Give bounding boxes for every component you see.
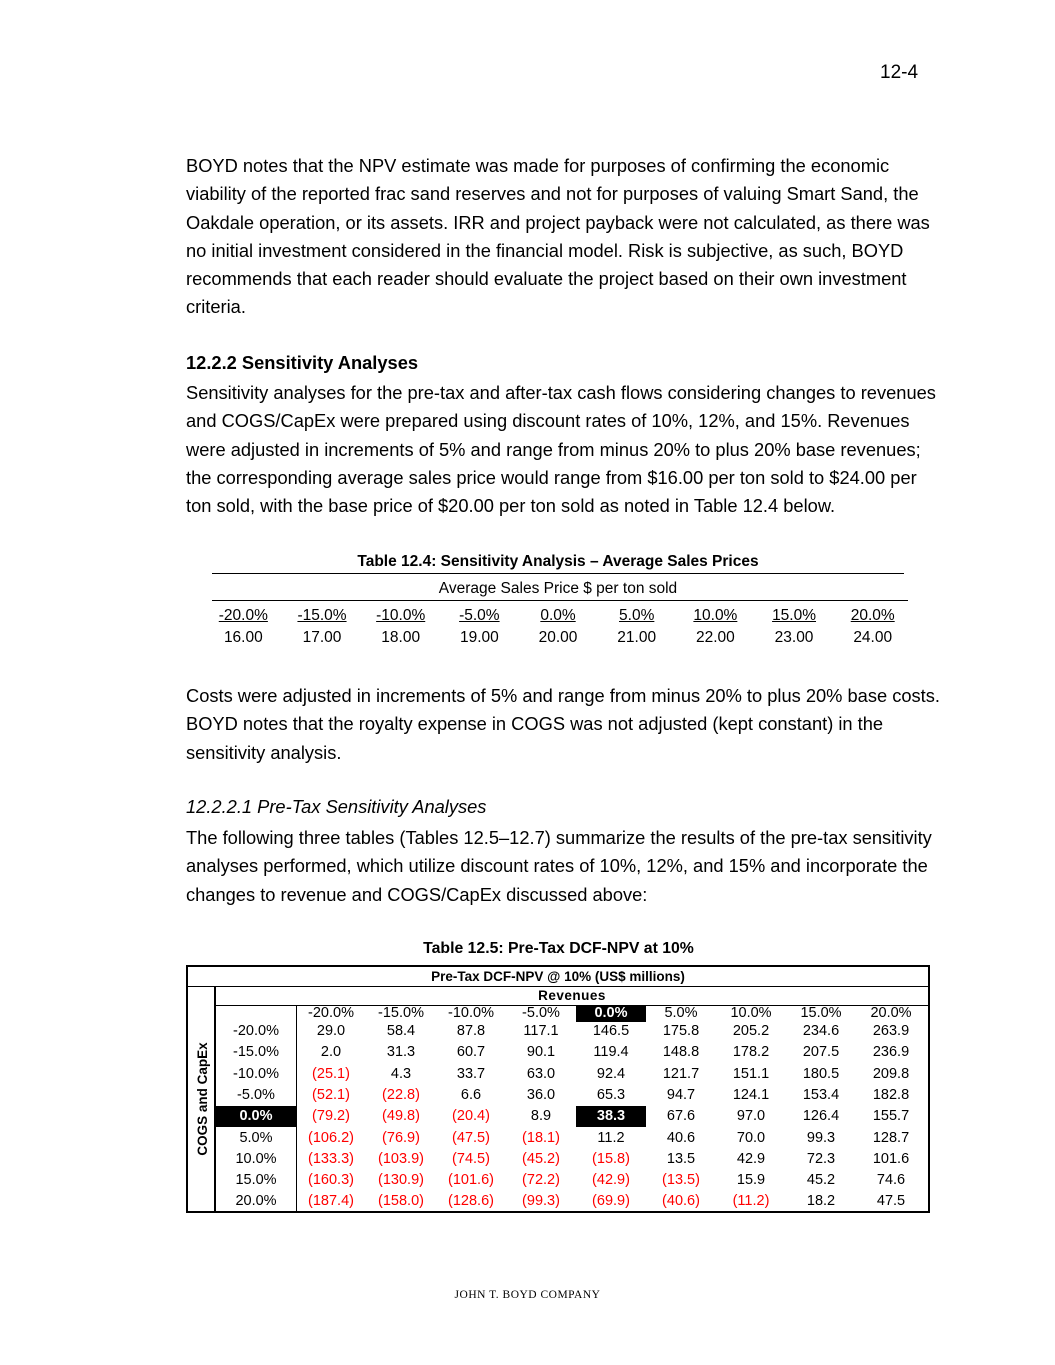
npv-cell: 117.1 [523, 1023, 559, 1039]
price-column [519, 605, 598, 649]
npv-cell: (103.9) [378, 1150, 424, 1167]
table-12-5-caption: Table 12.5: Pre-Tax DCF-NPV at 10% [423, 940, 694, 957]
npv-cell: 207.5 [802, 1044, 840, 1061]
cogs-row-label: 0.0% [216, 1106, 296, 1127]
npv-cell: (25.1) [312, 1065, 350, 1082]
npv-cell: 4.3 [390, 1065, 412, 1082]
npv-cell: (20.4) [452, 1108, 490, 1125]
cogs-row-label: 10.0% [235, 1150, 277, 1167]
price-column [361, 605, 440, 649]
price-value: 22.00 [695, 629, 735, 646]
cogs-row-label: 15.0% [235, 1172, 277, 1189]
price-change-pct: 10.0% [693, 607, 738, 624]
npv-cell: 182.8 [872, 1086, 910, 1103]
price-column [283, 605, 362, 649]
price-change-pct: 20.0% [850, 607, 895, 624]
price-value: 16.00 [223, 629, 263, 646]
cogs-row-label: -5.0% [237, 1086, 275, 1103]
npv-cell: 101.6 [872, 1150, 910, 1167]
price-change-pct: -20.0% [218, 607, 268, 624]
npv-cell: (15.8) [592, 1150, 630, 1167]
paragraph-npv-purpose: BOYD notes that the NPV estimate was made for purposes of confirming the economic viability of the reported frac sand reserves and not for purposes of valuing Smart Sand, the Oakdale operation, or its assets. IRR and project payback were not calculated, as there was no initial investment considered in the financial model. Risk is subjective, as such, BOYD recommends that each reader should evaluate the project based on their own investment criteria. [186, 155, 930, 318]
npv-cell: (49.8) [382, 1108, 420, 1125]
npv-cell: 38.3 [576, 1106, 646, 1127]
npv-cell: 151.1 [732, 1065, 770, 1082]
npv-cell: (76.9) [382, 1129, 420, 1146]
subsection-heading-pretax: 12.2.2.1 Pre-Tax Sensitivity Analyses [186, 796, 487, 817]
npv-cell: 175.8 [662, 1023, 700, 1039]
npv-cell: (18.1) [522, 1129, 560, 1146]
price-change-pct: 15.0% [772, 607, 817, 624]
npv-cell: 128.7 [872, 1129, 910, 1146]
npv-cell: 6.6 [460, 1086, 482, 1103]
npv-cell: (72.2) [522, 1172, 560, 1189]
npv-cell: 31.3 [386, 1044, 416, 1061]
table-12-4-columns [204, 605, 912, 649]
price-column [755, 605, 834, 649]
cogs-capex-axis-label: COGS and CapEx [195, 1042, 210, 1156]
price-value: 23.00 [774, 629, 814, 646]
revenue-column-header: -15.0% [378, 1005, 424, 1021]
price-value: 19.00 [459, 629, 499, 646]
npv-cell: 58.4 [386, 1023, 416, 1039]
page-footer: JOHN T. BOYD COMPANY [454, 1289, 601, 1301]
price-column [440, 605, 519, 649]
npv-cell: 74.6 [876, 1172, 906, 1189]
npv-cell: (79.2) [312, 1108, 350, 1125]
npv-cell: 153.4 [802, 1086, 840, 1103]
npv-cell: 92.4 [596, 1065, 626, 1082]
npv-cell: 90.1 [526, 1044, 556, 1061]
npv-cell: (158.0) [378, 1193, 424, 1210]
npv-cell: 263.9 [872, 1023, 910, 1039]
price-change-pct: -15.0% [297, 607, 347, 624]
cogs-row-label: 20.0% [235, 1193, 277, 1210]
revenue-column-header: 0.0% [576, 1005, 646, 1022]
npv-cell: 155.7 [872, 1108, 910, 1125]
npv-cell: 178.2 [732, 1044, 770, 1061]
npv-cell: (69.9) [592, 1193, 630, 1210]
npv-cell: (13.5) [662, 1172, 700, 1189]
npv-cell: 72.3 [806, 1150, 836, 1167]
npv-cell: 65.3 [596, 1086, 626, 1103]
npv-cell: 99.3 [806, 1129, 836, 1146]
npv-cell: 11.2 [597, 1129, 625, 1146]
npv-cell: 40.6 [666, 1129, 696, 1146]
npv-cell: (101.6) [448, 1172, 494, 1189]
npv-cell: (133.3) [308, 1150, 354, 1167]
cogs-row-label: 5.0% [239, 1129, 273, 1146]
npv-cell: 15.9 [736, 1172, 766, 1189]
npv-cell: (160.3) [308, 1172, 354, 1189]
price-change-pct: 0.0% [540, 607, 576, 624]
npv-cell: 63.0 [526, 1065, 556, 1082]
npv-cell: (128.6) [448, 1193, 494, 1210]
table-12-4-caption: Table 12.4: Sensitivity Analysis – Average Sales Prices [357, 553, 759, 570]
npv-cell: 236.9 [872, 1044, 910, 1061]
paragraph-sensitivity-intro: Sensitivity analyses for the pre-tax and after-tax cash flows considering changes to revenues and COGS/CapEx were prepared using discount rates of 10%, 12%, and 15%. Revenues were adjusted in increments of 5% and range from minus 20% to plus 20% base revenues; the corresponding average sales price would range from $16.00 per ton sold to $24.00 per ton sold, with the base price of $20.00 per ton sold as noted in Table 12.4 below. [186, 382, 936, 517]
price-value: 21.00 [617, 629, 657, 646]
price-column [833, 605, 912, 649]
price-value: 17.00 [302, 629, 342, 646]
npv-cell: 180.5 [802, 1065, 840, 1082]
price-value: 20.00 [538, 629, 578, 646]
cogs-row-label: -20.0% [233, 1023, 279, 1039]
npv-cell: 124.1 [732, 1086, 770, 1103]
npv-cell: (99.3) [522, 1193, 560, 1210]
npv-cell: (47.5) [452, 1129, 490, 1146]
npv-cell: 87.8 [456, 1023, 486, 1039]
npv-cell: 94.7 [666, 1086, 696, 1103]
npv-cell: (22.8) [382, 1086, 420, 1103]
price-column [676, 605, 755, 649]
npv-cell: 97.0 [736, 1108, 766, 1125]
table-12-4-top-rule [212, 573, 904, 574]
table-12-5-grid [186, 965, 930, 1213]
npv-cell: 70.0 [736, 1129, 766, 1146]
price-column [597, 605, 676, 649]
revenue-column-header: -5.0% [522, 1005, 560, 1021]
npv-cell: (40.6) [662, 1193, 700, 1210]
table-12-5-title: Pre-Tax DCF-NPV @ 10% (US$ millions) [188, 967, 928, 987]
npv-cell: 67.6 [666, 1108, 696, 1125]
price-change-pct: 5.0% [619, 607, 655, 624]
npv-cell: (187.4) [308, 1193, 354, 1210]
revenue-column-header: 5.0% [664, 1005, 698, 1021]
npv-cell: 36.0 [526, 1086, 556, 1103]
npv-cell: (106.2) [308, 1129, 354, 1146]
npv-cell: 121.7 [662, 1065, 700, 1082]
npv-cell: (11.2) [732, 1193, 770, 1210]
npv-cell: 18.2 [806, 1193, 836, 1210]
revenue-column-header: 10.0% [730, 1005, 772, 1021]
revenue-column-header: 15.0% [800, 1005, 842, 1021]
npv-cell: 45.2 [806, 1172, 836, 1189]
revenue-column-header: -10.0% [448, 1005, 494, 1021]
cogs-row-label: -15.0% [233, 1044, 279, 1061]
section-heading-sensitivity: 12.2.2 Sensitivity Analyses [186, 352, 419, 373]
npv-cell: 234.6 [802, 1023, 840, 1039]
npv-cell: 209.8 [872, 1065, 910, 1082]
npv-cell: 60.7 [456, 1044, 486, 1061]
price-value: 18.00 [381, 629, 421, 646]
page-number: 12-4 [880, 62, 919, 83]
table-12-4-divider [212, 600, 908, 601]
price-column [204, 605, 283, 649]
npv-cell: 47.5 [876, 1193, 906, 1210]
npv-cell: 2.0 [320, 1044, 342, 1061]
npv-cell: 42.9 [736, 1150, 766, 1167]
npv-cell: (42.9) [592, 1172, 630, 1189]
npv-cell: 8.9 [530, 1108, 552, 1125]
npv-cell: 33.7 [456, 1065, 486, 1082]
price-value: 24.00 [853, 629, 893, 646]
npv-cell: 126.4 [802, 1108, 840, 1125]
npv-cell: (45.2) [522, 1150, 560, 1167]
npv-cell: 205.2 [732, 1023, 770, 1039]
revenue-column-header: 20.0% [870, 1005, 912, 1021]
npv-cell: 148.8 [662, 1044, 700, 1061]
npv-cell: (52.1) [312, 1086, 350, 1103]
revenues-axis-label: Revenues [216, 987, 928, 1006]
npv-cell: 29.0 [316, 1023, 346, 1039]
npv-cell: (130.9) [378, 1172, 424, 1189]
cogs-row-label: -10.0% [233, 1065, 279, 1082]
table-12-4-subtitle: Average Sales Price $ per ton sold [438, 580, 678, 597]
paragraph-costs-adjusted: Costs were adjusted in increments of 5% and range from minus 20% to plus 20% base costs. BOYD notes that the royalty expense in COGS was not adjusted (kept constant) in the sensitivity analysis. [186, 685, 940, 763]
revenue-column-header: -20.0% [308, 1005, 354, 1021]
price-change-pct: -10.0% [376, 607, 426, 624]
npv-cell: 119.4 [593, 1044, 629, 1061]
npv-cell: 13.5 [666, 1150, 696, 1167]
paragraph-pretax-tables-intro: The following three tables (Tables 12.5–12.7) summarize the results of the pre-tax sensitivity analyses performed, which utilize discount rates of 10%, 12%, and 15% and incorporate the changes to revenue and COGS/CapEx discussed above: [186, 827, 932, 905]
price-change-pct: -5.0% [459, 607, 500, 624]
npv-cell: (74.5) [452, 1150, 490, 1167]
npv-cell: 146.5 [592, 1023, 630, 1039]
